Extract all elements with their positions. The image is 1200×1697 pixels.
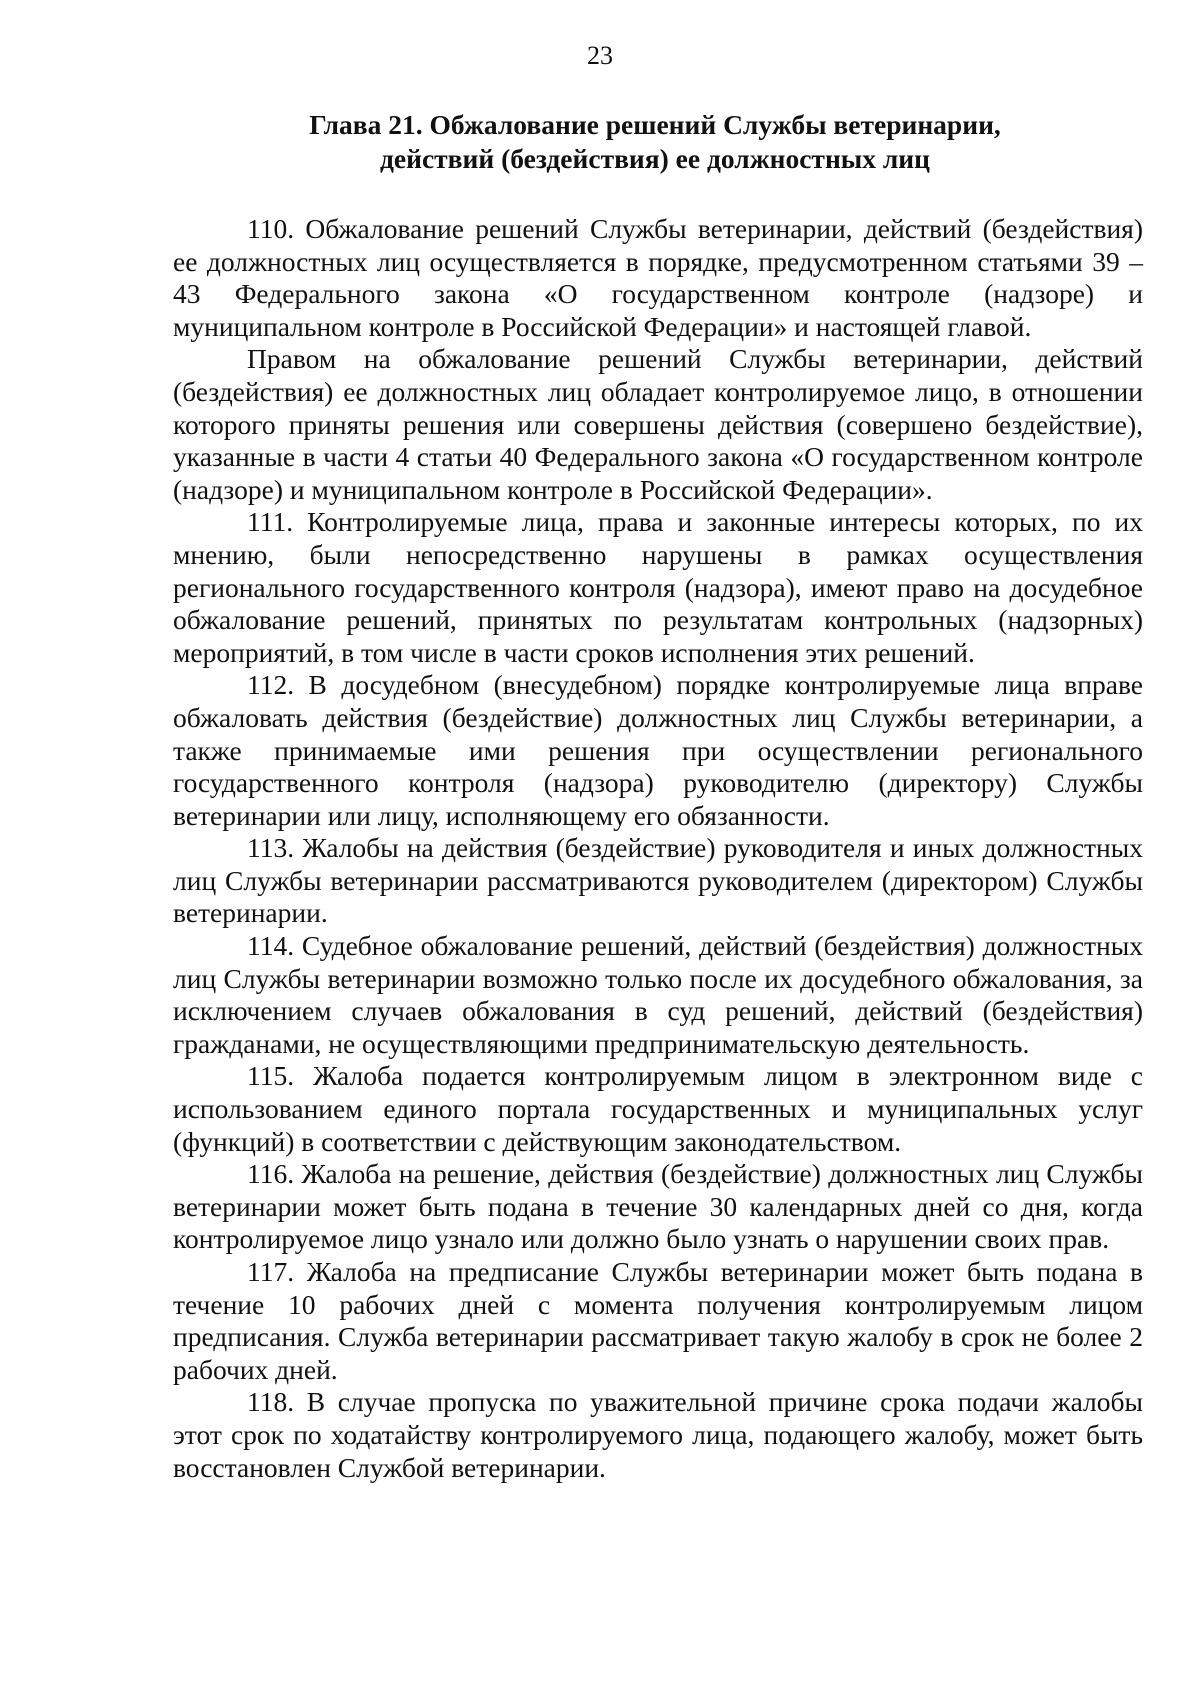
paragraph-114: 114. Судебное обжалование решений, действий (бездействия) должностных лиц Службы ветеринарии возможно только после их досудебного обжалования, за исключением случаев обжалования в суд решений, действий (бездействия) гражданами, не осуществляющими предпринимательскую деятельность.	[173, 930, 1143, 1059]
paragraph-110: 110. Обжалование решений Службы ветеринарии, действий (бездействия) ее должностных лиц осуществляется в порядке, предусмотренном статьями 39 – 43 Федерального закона «О государственном контроле (надзоре) и муниципальном контроле в Российской Федерации» и настоящей главой.	[173, 213, 1143, 342]
paragraph-116: 116. Жалоба на решение, действия (бездействие) должностных лиц Службы ветеринарии может быть подана в течение 30 календарных дней со дня, когда контролируемое лицо узнало или должно было узнать о нарушении своих прав.	[173, 1158, 1143, 1255]
paragraph-111: 111. Контролируемые лица, права и законные интересы которых, по их мнению, были непосредственно нарушены в рамках осуществления регионального государственного контроля (надзора), имеют право на досудебное обжалование решений, принятых по результатам контрольных (надзорных) мероприятий, в том числе в части сроков исполнения этих решений.	[173, 506, 1143, 668]
chapter-title-line-2: действий (бездействия) ее должностных лиц	[380, 143, 930, 174]
document-body	[173, 213, 1143, 1484]
paragraph-113: 113. Жалобы на действия (бездействие) руководителя и иных должностных лиц Службы ветеринарии рассматриваются руководителем (директором) Службы ветеринарии.	[173, 832, 1143, 929]
paragraph-115: 115. Жалоба подается контролируемым лицом в электронном виде с использованием единого портала государственных и муниципальных услуг (функций) в соответствии с действующим законодательством.	[173, 1060, 1143, 1157]
paragraph-117: 117. Жалоба на предписание Службы ветеринарии может быть подана в течение 10 рабочих дней с момента получения контролируемым лицом предписания. Служба ветеринарии рассматривает такую жалобу в срок не более 2 рабочих дней.	[173, 1256, 1143, 1385]
chapter-title	[170, 108, 1140, 176]
paragraph-118: 118. В случае пропуска по уважительной причине срока подачи жалобы этот срок по ходатайству контролируемого лица, подающего жалобу, может быть восстановлен Службой ветеринарии.	[173, 1386, 1143, 1483]
chapter-title-line-1: Глава 21. Обжалование решений Службы ветеринарии,	[309, 109, 1001, 140]
paragraph-112: 112. В досудебном (внесудебном) порядке контролируемые лица вправе обжаловать действия (бездействие) должностных лиц Службы ветеринарии, а также принимаемые ими решения при осуществлении регионального государственного контроля (надзора) руководителю (директору) Службы ветеринарии или лицу, исполняющему его обязанности.	[173, 669, 1143, 831]
page-number: 23	[587, 41, 613, 70]
paragraph-110-right-to-appeal: Правом на обжалование решений Службы ветеринарии, действий (бездействия) ее должностных лиц обладает контролируемое лицо, в отношении которого приняты решения или совершены действия (совершено бездействие), указанные в части 4 статьи 40 Федерального закона «О государственном контроле (надзоре) и муниципальном контроле в Российской Федерации».	[173, 343, 1143, 505]
